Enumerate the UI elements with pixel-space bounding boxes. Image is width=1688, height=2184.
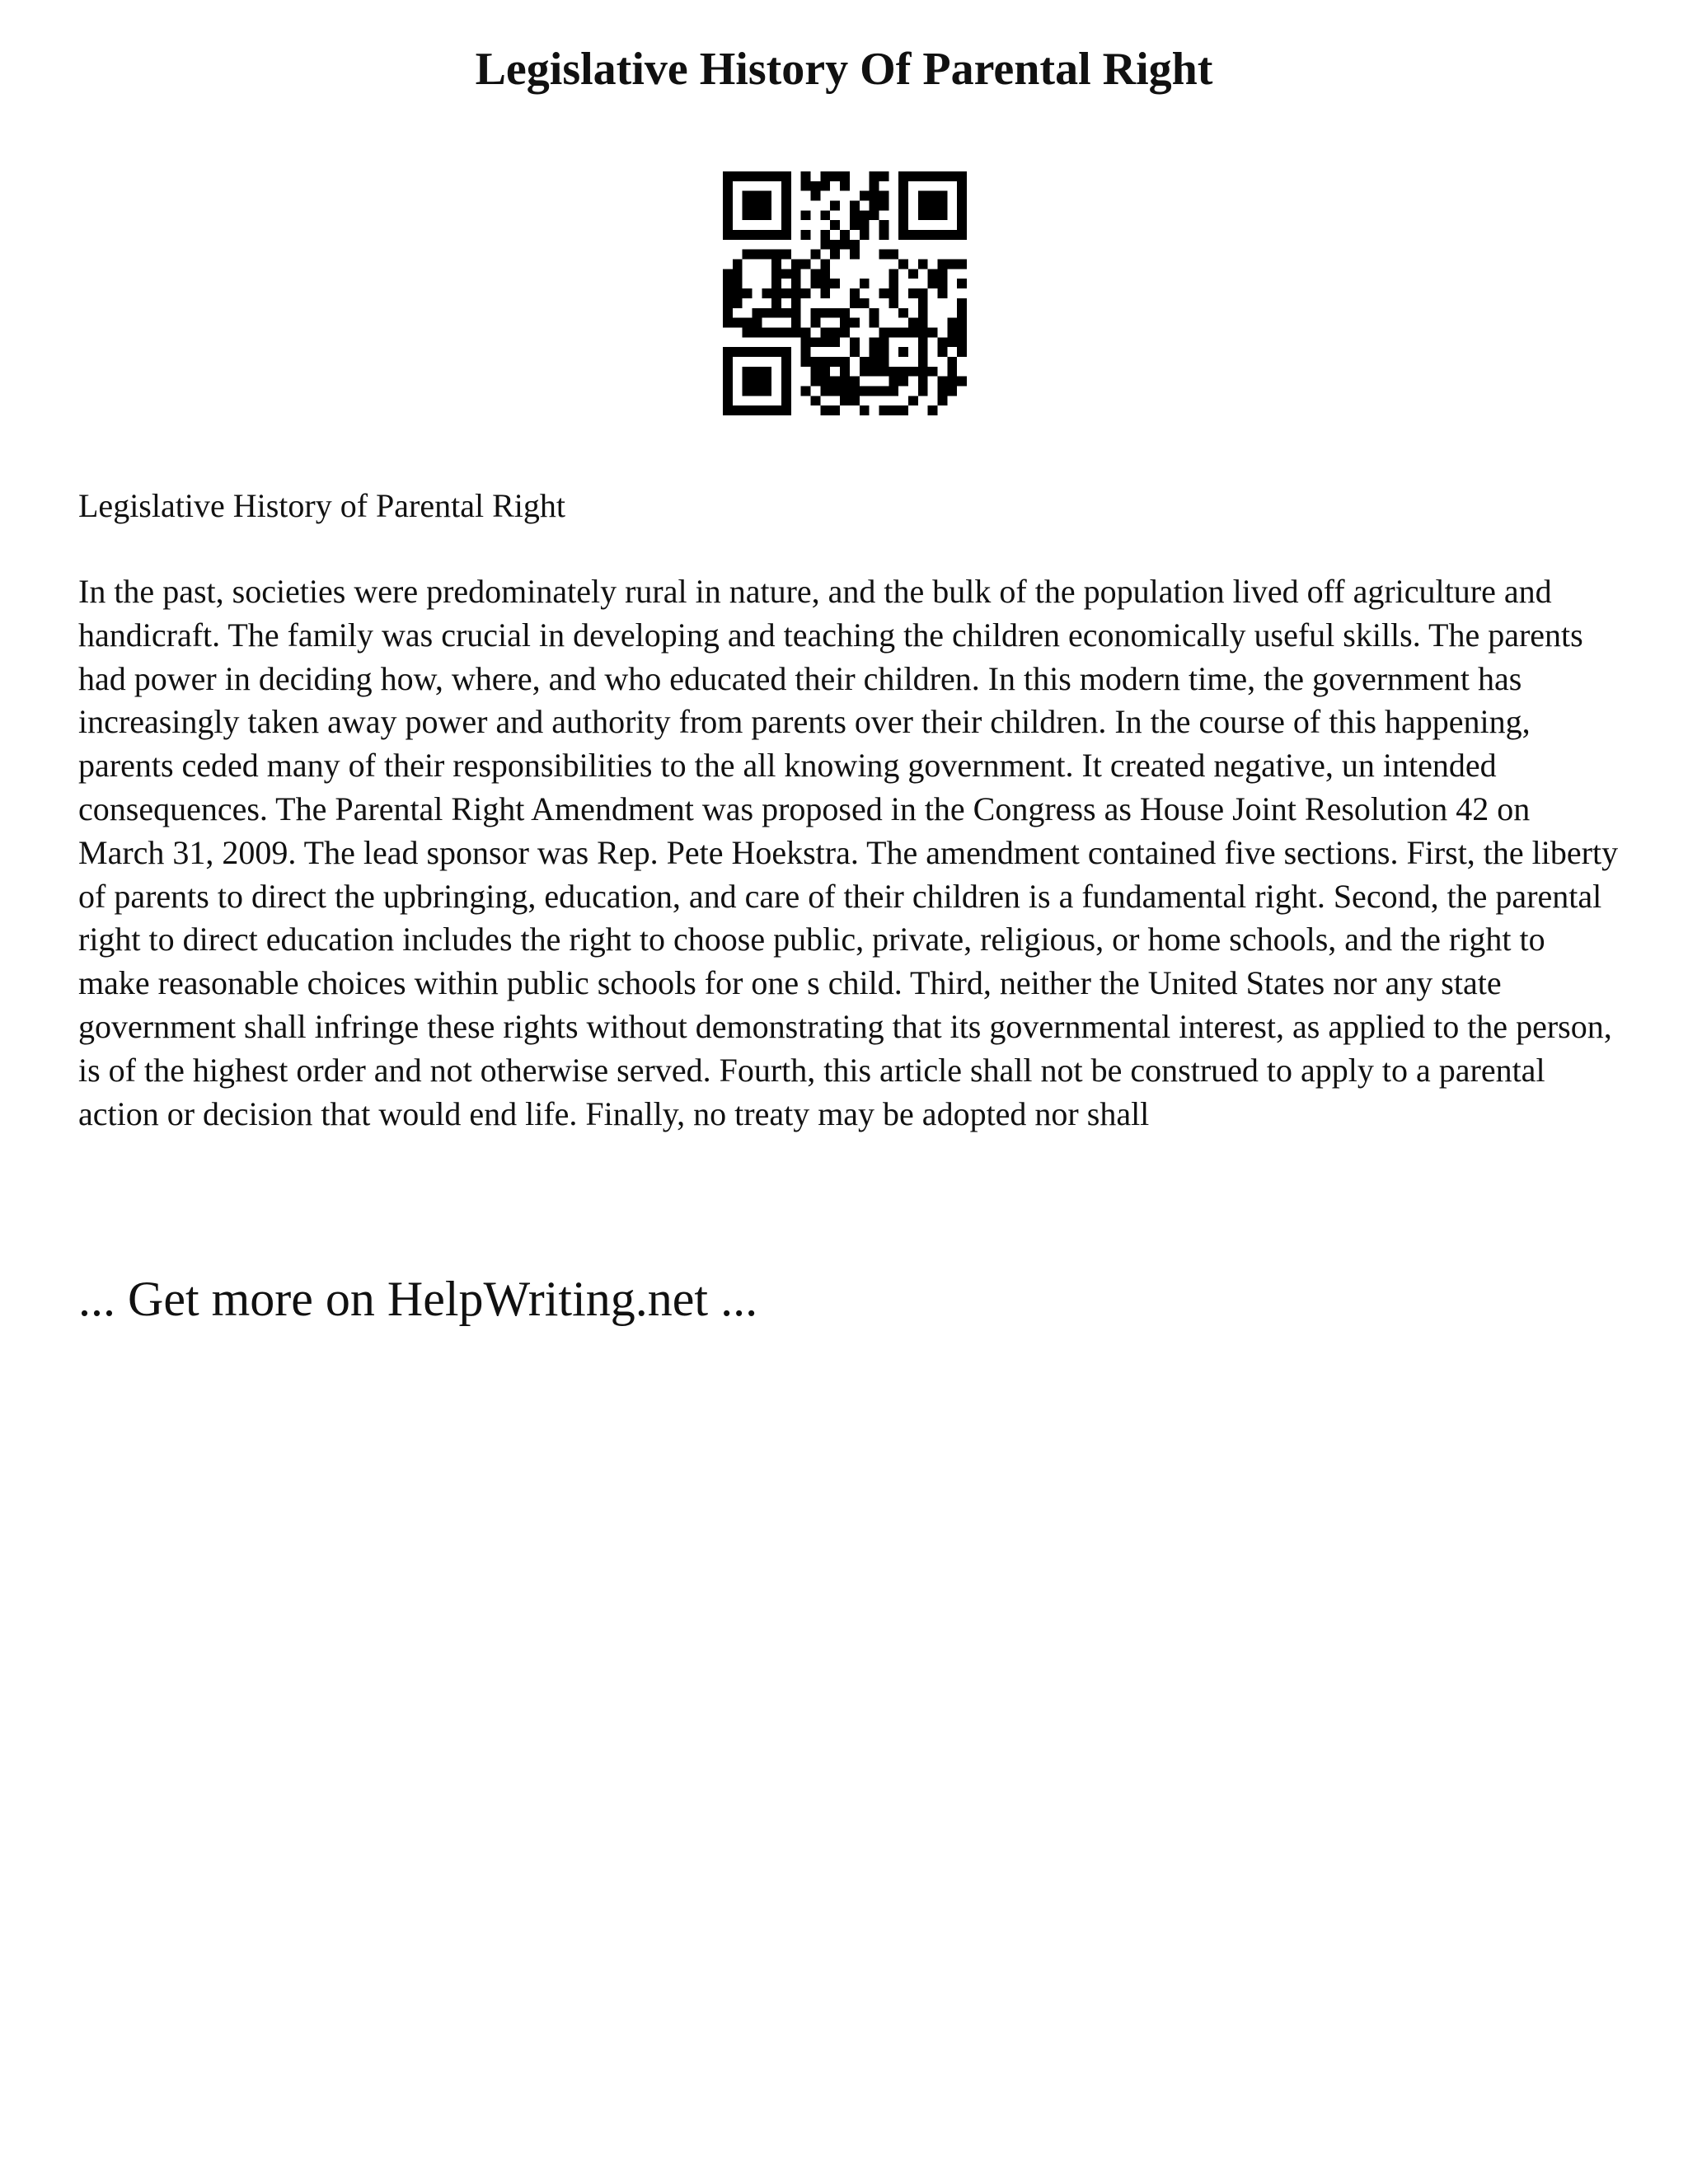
qr-code-icon [723,171,967,415]
get-more-link[interactable]: ... Get more on HelpWriting.net ... [78,1272,758,1326]
document-title: Legislative History Of Parental Right [475,44,1213,95]
qr-code-graphic [723,171,967,415]
document-body: In the past, societies were predominately rural in nature, and the bulk of the population lived off agriculture and handicraft. The family was crucial in developing and teaching the children economically useful skills. The parents had power in deciding how, where, and who educated their children. In this modern time, the government has increasingly taken away power and authority from parents over their children. In the course of this happening, parents ceded many of their responsibilities to the all knowing government. It created negative, un intended consequences. The Parental Right Amendment was proposed in the Congress as House Joint Resolution 42 on March 31, 2009. The lead sponsor was Rep. Pete Hoekstra. The amendment contained five sections. First, the liberty of parents to direct the upbringing, education, and care of their children is a fundamental right. Second, the parental right to direct education includes the right to choose public, private, religious, or home schools, and the right to make reasonable choices within public schools for one s child. Third, neither the United States nor any state government shall infringe these rights without demonstrating that its governmental interest, as applied to the person, is of the highest order and not otherwise served. Fourth, this article shall not be construed to apply to a parental action or decision that would end life. Finally, no treaty may be adopted nor shall [78,573,1619,1132]
document-subtitle: Legislative History of Parental Right [78,487,565,524]
